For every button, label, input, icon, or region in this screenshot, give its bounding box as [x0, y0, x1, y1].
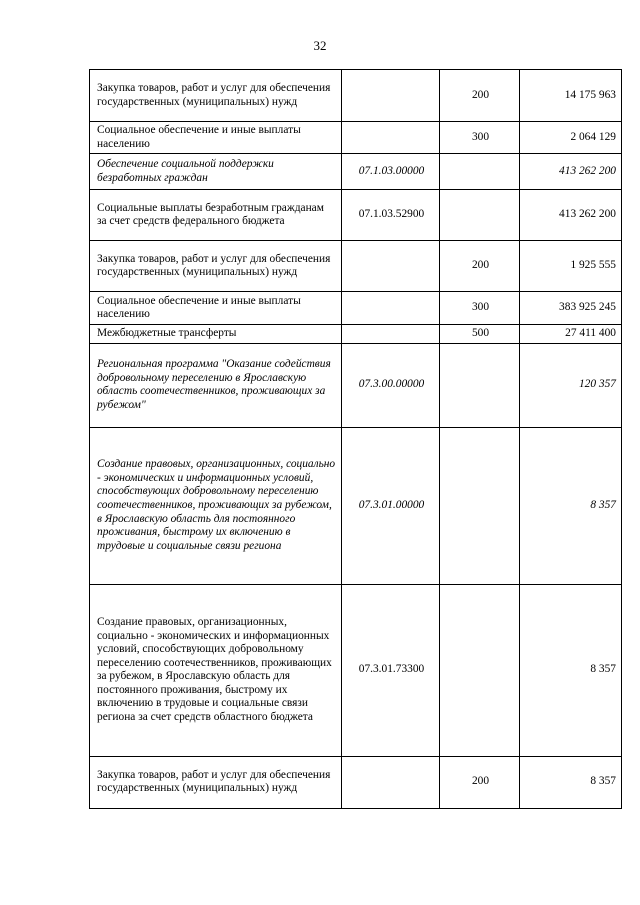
- row-sum: 383 925 245: [520, 292, 622, 325]
- row-name: Социальное обеспечение и иные выплаты населению: [90, 122, 342, 154]
- row-type: [440, 190, 520, 241]
- row-name: Создание правовых, организационных, социально - экономических и информационных условий, способствующих добровольному переселению соотечественников, проживающих за рубежом, в Ярославскую область для постоянного проживания, быстрому их включению в трудовые и социальные связи региона за счет средств областного бюджета: [90, 584, 342, 756]
- row-name: Социальные выплаты безработным гражданам за счет средств федерального бюджета: [90, 190, 342, 241]
- row-type: 500: [440, 325, 520, 344]
- row-code: [342, 241, 440, 292]
- row-type: [440, 343, 520, 427]
- row-type: 300: [440, 292, 520, 325]
- row-code: [342, 756, 440, 808]
- row-type: [440, 154, 520, 190]
- table-row: [90, 154, 622, 190]
- table-row: [90, 427, 622, 584]
- row-type: [440, 584, 520, 756]
- row-name: Закупка товаров, работ и услуг для обеспечения государственных (муниципальных) нужд: [90, 70, 342, 122]
- row-sum: 8 357: [520, 427, 622, 584]
- table-row: [90, 756, 622, 808]
- row-type: 200: [440, 70, 520, 122]
- row-name: Социальное обеспечение и иные выплаты населению: [90, 292, 342, 325]
- row-sum: 413 262 200: [520, 190, 622, 241]
- row-name: Закупка товаров, работ и услуг для обеспечения государственных (муниципальных) нужд: [90, 241, 342, 292]
- row-name: Межбюджетные трансферты: [90, 325, 342, 344]
- row-type: [440, 427, 520, 584]
- table-row: [90, 241, 622, 292]
- table-row: [90, 584, 622, 756]
- row-sum: 8 357: [520, 584, 622, 756]
- row-sum: 413 262 200: [520, 154, 622, 190]
- row-code: 07.1.03.52900: [342, 190, 440, 241]
- budget-table: [89, 69, 622, 809]
- row-code: 07.1.03.00000: [342, 154, 440, 190]
- row-name: Закупка товаров, работ и услуг для обеспечения государственных (муниципальных) нужд: [90, 756, 342, 808]
- row-sum: 14 175 963: [520, 70, 622, 122]
- page-number: 32: [313, 38, 327, 53]
- row-code: [342, 122, 440, 154]
- row-name: Региональная программа "Оказание содействия добровольному переселению в Ярославскую область соотечественников, проживающих за рубежом": [90, 343, 342, 427]
- table-row: [90, 122, 622, 154]
- row-type: 300: [440, 122, 520, 154]
- row-sum: 27 411 400: [520, 325, 622, 344]
- table-row: [90, 343, 622, 427]
- row-type: 200: [440, 756, 520, 808]
- row-sum: 1 925 555: [520, 241, 622, 292]
- table-row: [90, 70, 622, 122]
- row-code: 07.3.01.73300: [342, 584, 440, 756]
- table-row: [90, 292, 622, 325]
- row-code: 07.3.00.00000: [342, 343, 440, 427]
- row-name: Создание правовых, организационных, социально - экономических и информационных условий, способствующих добровольному переселению соотечественников, проживающих за рубежом, в Ярославскую область для постоянного проживания, быстрому их включению в трудовые и социальные связи региона: [90, 427, 342, 584]
- row-code: 07.3.01.00000: [342, 427, 440, 584]
- row-sum: 8 357: [520, 756, 622, 808]
- row-sum: 2 064 129: [520, 122, 622, 154]
- row-code: [342, 292, 440, 325]
- row-name: Обеспечение социальной поддержки безработных граждан: [90, 154, 342, 190]
- row-sum: 120 357: [520, 343, 622, 427]
- row-code: [342, 70, 440, 122]
- table-row: [90, 190, 622, 241]
- row-type: 200: [440, 241, 520, 292]
- table-row: [90, 325, 622, 344]
- row-code: [342, 325, 440, 344]
